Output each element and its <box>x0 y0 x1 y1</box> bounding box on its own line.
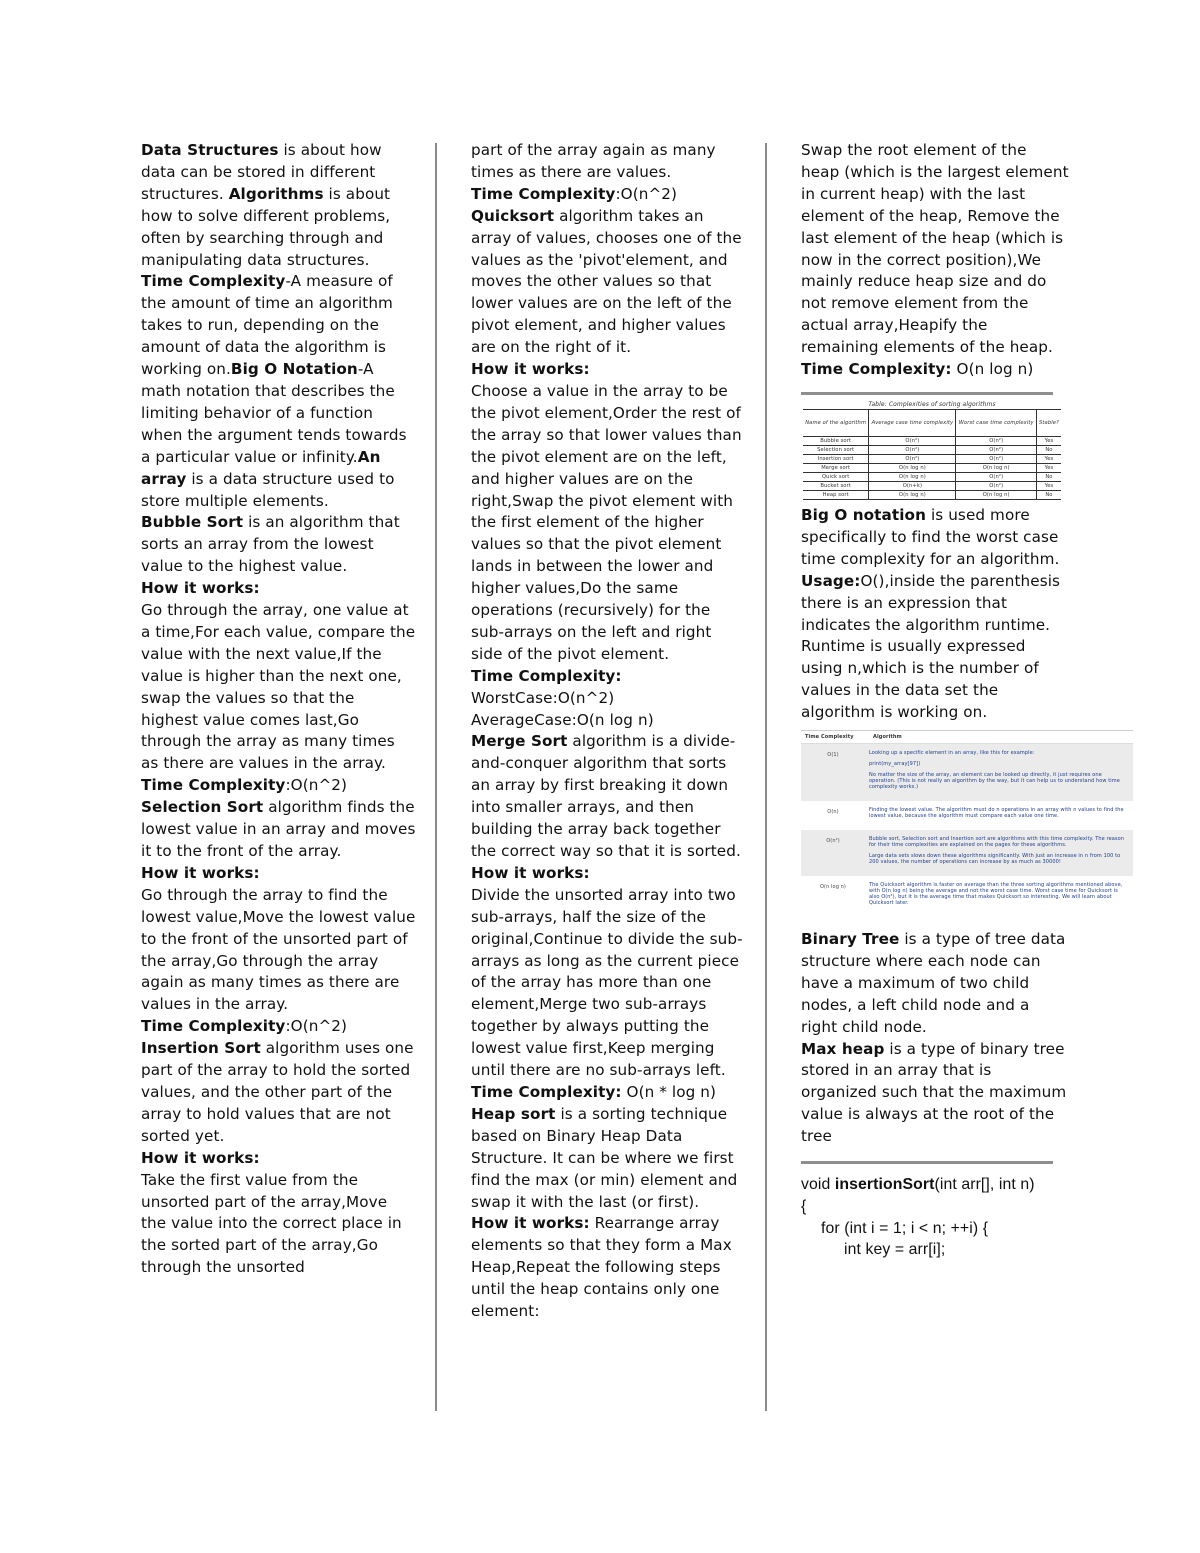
table-header-cell: Name of the algorithm <box>803 409 869 436</box>
table-row <box>803 436 1061 445</box>
column-3 <box>801 140 1125 1261</box>
big-o-description <box>865 830 1133 876</box>
paragraph-heap-steps: How it works: Rearrange array elements so that they form a Max Heap,Repeat the following steps until the heap contains only one element: <box>471 1214 732 1321</box>
table-cell: Merge sort <box>803 463 869 472</box>
heading-how-it-works: How it works: <box>141 863 260 882</box>
table-cell: No <box>1036 472 1061 481</box>
code-snippet <box>801 1174 1069 1261</box>
paragraph-bubble-steps: Go through the array, one value at a time,For each value, compare the value with the next value,If the value is higher than the next one, swap the values so that the highest value comes last,Go through the array as many times as there are values in the array. <box>141 601 416 773</box>
horizontal-rule <box>801 392 1053 395</box>
horizontal-rule <box>801 1161 1053 1164</box>
big-o-examples-image <box>801 730 1133 917</box>
average-case: AverageCase:O(n log n) <box>471 710 654 729</box>
big-o-header <box>801 730 1133 744</box>
time-complexity-bubble: Time Complexity:O(n^2) <box>141 776 348 795</box>
table-header-row <box>803 409 1061 436</box>
paragraph-data-structures: Data Structures is about how data can be stored in different structures. Algorithms is about how to solve different problems, often by searching through and manipulating data structures. <box>141 141 391 269</box>
table-cell: O(n²) <box>956 454 1036 463</box>
code-line: void insertionSort(int arr[], int n) <box>801 1176 1035 1194</box>
big-o-complexity: O(n log n) <box>820 884 846 891</box>
code-line: for (int i = 1; i < n; ++i) { <box>821 1219 989 1237</box>
table-cell: O(n log n) <box>869 463 956 472</box>
paragraph-heap-sort: Heap sort is a sorting technique based on Binary Heap Data Structure. It can be where we first find the max (or min) element and swap it with the last (or first). <box>471 1104 738 1211</box>
table-cell: Yes <box>1036 463 1061 472</box>
table-cell: Quick sort <box>803 472 869 481</box>
big-o-description <box>865 876 1133 917</box>
table-cell: O(n log n) <box>956 490 1036 499</box>
table-cell: Yes <box>1036 454 1061 463</box>
big-o-line: The Quicksort algorithm is faster on average than the three sorting algorithms mentioned above, with O(n log n) being the average and not the worst case time. Worst case time for Quicksort is also O(n²), but it is the average time that makes Quicksort so interesting. We will learn about Quicksort later. <box>869 882 1123 907</box>
paragraph-bubble-sort: Bubble Sort is an algorithm that sorts an array from the lowest value to the highest value. <box>141 513 400 576</box>
big-o-complexity: O(n²) <box>826 838 840 845</box>
table-row <box>803 490 1061 499</box>
table-cell: O(n²) <box>869 436 956 445</box>
paragraph-quicksort-steps: Choose a value in the array to be the pivot element,Order the rest of the array so that lower values than the pivot element are on the left, and higher values are on the right,Swap the pivot element with the first element of the higher values so that the pivot element lands in between the lower and higher values,Do the same operations (recursively) for the sub-arrays on the left and right side of the pivot element. <box>471 381 742 663</box>
table-cell: O(n log n) <box>869 472 956 481</box>
table-cell: Bubble sort <box>803 436 869 445</box>
table-row <box>803 472 1061 481</box>
big-o-header-col2: Algorithm <box>873 734 902 741</box>
time-complexity-heap: Time Complexity: O(n log n) <box>801 360 1034 379</box>
paragraph-usage: Usage:O(),inside the parenthesis there is an expression that indicates the algorithm runtime. Runtime is usually expressed using n,which is the number of values in the data set the algorithm is working on. <box>801 571 1061 722</box>
column-divider-2 <box>765 143 767 1411</box>
paragraph-merge-steps: Divide the unsorted array into two sub-arrays, half the size of the original,Continue to divide the sub-arrays as long as the current piece of the array has more than one element,Merge two sub-arrays together by always putting the lowest value first,Keep merging until there are no sub-arrays left. <box>471 885 743 1080</box>
table-row <box>803 481 1061 490</box>
paragraph-insertion-steps-cont: part of the array again as many times as there are values. <box>471 141 716 181</box>
heading-how-it-works: How it works: <box>471 360 590 379</box>
heading-how-it-works: How it works: <box>141 579 260 598</box>
table-cell: Insertion sort <box>803 454 869 463</box>
table-caption: Table: Complexities of sorting algorithms <box>868 400 996 408</box>
table-header-cell: Worst case time complexity <box>956 409 1036 436</box>
table-cell: O(n²) <box>956 472 1036 481</box>
worst-case: WorstCase:O(n^2) <box>471 688 615 707</box>
paragraph-quicksort: Quicksort algorithm takes an array of values, chooses one of the values as the 'pivot'element, and moves the other values so that lower values are on the left of the pivot element, and higher values are on the right of it. <box>471 206 742 357</box>
big-o-row <box>801 801 1133 830</box>
table-row <box>803 445 1061 454</box>
table-cell: O(n²) <box>869 454 956 463</box>
table-cell: Selection sort <box>803 445 869 454</box>
heading-how-it-works: How it works: <box>141 1148 260 1167</box>
sorting-complexity-table-image <box>803 402 1061 500</box>
table-cell: Heap sort <box>803 490 869 499</box>
paragraph-heap-steps-cont: Swap the root element of the heap (which is the largest element in current heap) with the last element of the heap, Remove the last element of the heap (which is now in the correct position),We mainly reduce heap size and do not remove element from the actual array,Heapify the remaining elements of the heap. <box>801 141 1069 357</box>
big-o-line: Finding the lowest value. The algorithm must do n operations in an array with n values to find the lowest value, because the algorithm must compare each value one time. <box>869 807 1124 820</box>
table-header-cell: Average case time complexity <box>869 409 956 436</box>
time-complexity-quicksort: Time Complexity: <box>471 666 622 685</box>
paragraph-merge-sort: Merge Sort algorithm is a divide-and-conquer algorithm that sorts an array by first breaking it down into smaller arrays, and then building the array back together the correct way so that it is sorted. <box>471 732 741 860</box>
big-o-line: Bubble sort, Selection sort and Insertion sort are algorithms with this time complexity. The reason for their time complexities are explained on the pages for these algorithms. <box>869 836 1125 849</box>
paragraph-selection-steps: Go through the array to find the lowest value,Move the lowest value to the front of the unsorted part of the array,Go through the array again as many times as there are values in the array. <box>141 885 416 1014</box>
column-2 <box>471 140 743 1323</box>
table-row <box>803 454 1061 463</box>
code-line: { <box>801 1197 807 1215</box>
big-o-line: No matter the size of the array, an element can be looked up directly, it just requires one operation. (This is not really an algorithm by the way, but it can help us to understand how time complexity works.) <box>869 772 1120 791</box>
table-header-cell: Stable? <box>1036 409 1061 436</box>
paragraph-time-complexity: Time Complexity-A measure of the amount of time an algorithm takes to run, depending on the amount of data the algorithm is working on.Big O Notation-A math notation that describes the limiting behavior of a function when the argument tends towards a particular value or infinity.An array is a data structure used to store multiple elements. <box>141 272 407 510</box>
big-o-complexity: O(n) <box>827 809 839 816</box>
time-complexity-selection: Time Complexity:O(n^2) <box>141 1017 348 1036</box>
big-o-header-col1: Time Complexity <box>805 734 854 741</box>
big-o-line: Large data sets slows down these algorithms significantly. With just an increase in n from 100 to 200 values, the number of operations can increase by as much as 30000! <box>869 853 1121 866</box>
paragraph-big-o: Big O notation is used more specifically to find the worst case time complexity for an algorithm. <box>801 505 1060 568</box>
big-o-row <box>801 744 1133 801</box>
table-cell: Yes <box>1036 481 1061 490</box>
big-o-row <box>801 876 1133 917</box>
table-cell: No <box>1036 445 1061 454</box>
table-cell: O(n+k) <box>869 481 956 490</box>
heading-how-it-works: How it works: <box>471 863 590 882</box>
big-o-complexity: O(1) <box>827 752 839 759</box>
table-cell: Bucket sort <box>803 481 869 490</box>
paragraph-selection-sort: Selection Sort algorithm finds the lowest value in an array and moves it to the front of the array. <box>141 798 416 860</box>
table-cell: O(n log n) <box>956 463 1036 472</box>
time-complexity-insertion: Time Complexity:O(n^2) <box>471 184 678 203</box>
big-o-row <box>801 830 1133 876</box>
big-o-line: print(my_array[97]) <box>869 761 921 768</box>
big-o-description <box>865 801 1133 830</box>
table-cell: O(n log n) <box>869 490 956 499</box>
column-1 <box>141 140 416 1279</box>
table-cell: No <box>1036 490 1061 499</box>
table-cell: O(n²) <box>956 481 1036 490</box>
table-row <box>803 463 1061 472</box>
table-cell: O(n²) <box>956 436 1036 445</box>
table-cell: Yes <box>1036 436 1061 445</box>
paragraph-max-heap: Max heap is a type of binary tree stored in an array that is organized such that the maximum value is always at the root of the tree <box>801 1039 1067 1146</box>
column-divider-1 <box>435 143 437 1411</box>
paragraph-insertion-steps: Take the first value from the unsorted part of the array,Move the value into the correct place in the sorted part of the array,Go through the unsorted <box>141 1170 402 1277</box>
table-cell: O(n²) <box>956 445 1036 454</box>
paragraph-insertion-sort: Insertion Sort algorithm uses one part of the array to hold the sorted values, and the other part of the array to hold values that are not sorted yet. <box>141 1039 414 1145</box>
big-o-line: Looking up a specific element in an array, like this for example: <box>869 750 1035 757</box>
paragraph-binary-tree: Binary Tree is a type of tree data structure where each node can have a maximum of two child nodes, a left child node and a right child node. <box>801 930 1066 1036</box>
time-complexity-merge: Time Complexity: O(n * log n) <box>471 1082 717 1101</box>
big-o-description <box>865 744 1133 801</box>
sorting-complexity-table <box>803 409 1061 500</box>
table-cell: O(n²) <box>869 445 956 454</box>
code-line: int key = arr[i]; <box>844 1241 946 1259</box>
